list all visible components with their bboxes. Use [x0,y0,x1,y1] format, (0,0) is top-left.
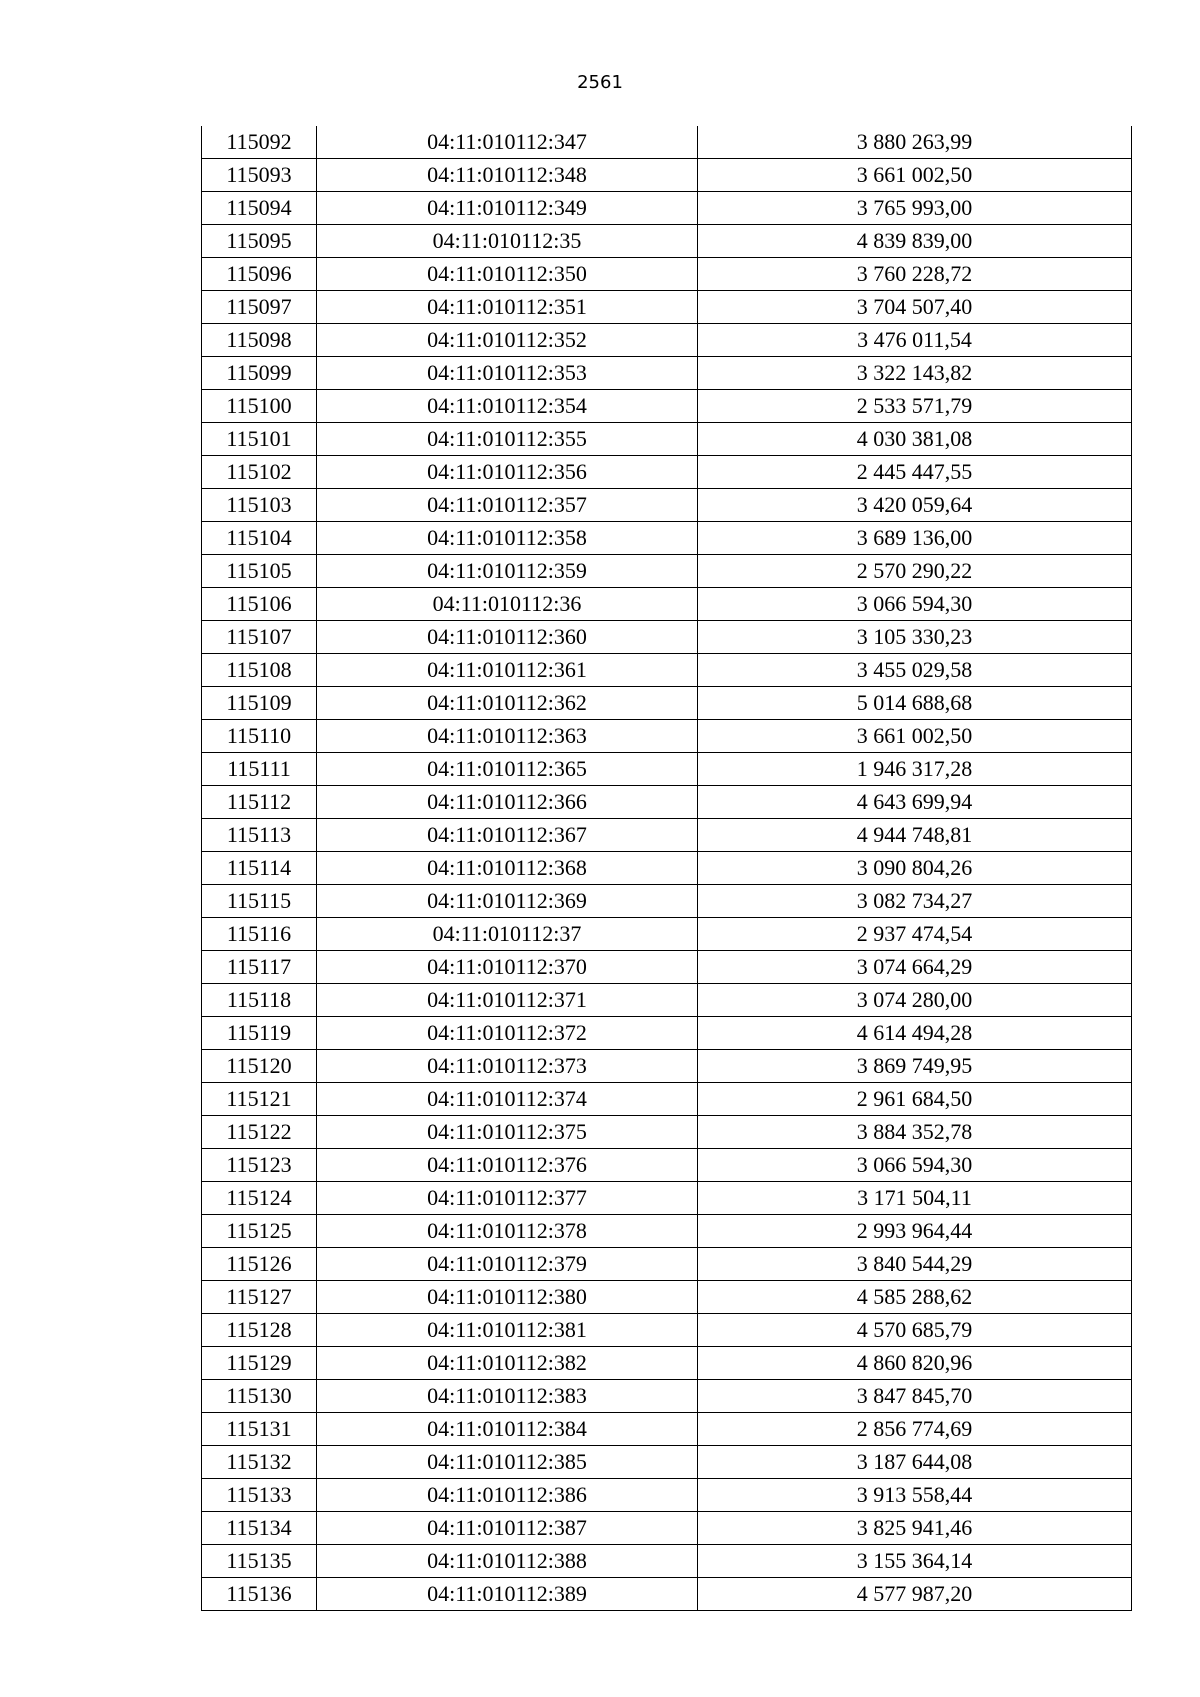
table-row [202,1479,1132,1512]
table-row [202,852,1132,885]
table-row [202,1512,1132,1545]
row-number-cell: 115096 [202,258,317,291]
cadastral-number-cell: 04:11:010112:378 [317,1215,698,1248]
cadastral-value-cell: 3 884 352,78 [698,1116,1132,1149]
cadastral-value-cell: 2 961 684,50 [698,1083,1132,1116]
row-number-cell: 115127 [202,1281,317,1314]
cadastral-value-cell: 3 420 059,64 [698,489,1132,522]
cadastral-number-cell: 04:11:010112:365 [317,753,698,786]
row-number-cell: 115125 [202,1215,317,1248]
cadastral-value-cell: 4 839 839,00 [698,225,1132,258]
cadastral-number-cell: 04:11:010112:362 [317,687,698,720]
table-row [202,489,1132,522]
row-number-cell: 115121 [202,1083,317,1116]
cadastral-value-cell: 2 533 571,79 [698,390,1132,423]
cadastral-value-cell: 2 993 964,44 [698,1215,1132,1248]
row-number-cell: 115104 [202,522,317,555]
row-number-cell: 115110 [202,720,317,753]
table-row [202,1116,1132,1149]
row-number-cell: 115109 [202,687,317,720]
table-row [202,918,1132,951]
cadastral-number-cell: 04:11:010112:349 [317,192,698,225]
cadastral-number-cell: 04:11:010112:385 [317,1446,698,1479]
row-number-cell: 115123 [202,1149,317,1182]
cadastral-value-table [201,126,1132,1611]
table-row [202,1314,1132,1347]
cadastral-value-cell: 3 171 504,11 [698,1182,1132,1215]
cadastral-value-cell: 3 074 664,29 [698,951,1132,984]
table-row [202,819,1132,852]
cadastral-value-cell: 3 066 594,30 [698,1149,1132,1182]
cadastral-value-cell: 2 445 447,55 [698,456,1132,489]
row-number-cell: 115120 [202,1050,317,1083]
cadastral-value-cell: 3 074 280,00 [698,984,1132,1017]
cadastral-number-cell: 04:11:010112:35 [317,225,698,258]
row-number-cell: 115106 [202,588,317,621]
table-row [202,225,1132,258]
row-number-cell: 115131 [202,1413,317,1446]
row-number-cell: 115111 [202,753,317,786]
row-number-cell: 115114 [202,852,317,885]
cadastral-value-cell: 3 661 002,50 [698,720,1132,753]
row-number-cell: 115107 [202,621,317,654]
table-row [202,1347,1132,1380]
cadastral-value-cell: 3 704 507,40 [698,291,1132,324]
row-number-cell: 115134 [202,1512,317,1545]
table-row [202,1017,1132,1050]
table-row [202,1281,1132,1314]
cadastral-number-cell: 04:11:010112:357 [317,489,698,522]
row-number-cell: 115130 [202,1380,317,1413]
row-number-cell: 115115 [202,885,317,918]
table-row [202,159,1132,192]
cadastral-value-cell: 3 847 845,70 [698,1380,1132,1413]
cadastral-number-cell: 04:11:010112:370 [317,951,698,984]
table-row [202,753,1132,786]
cadastral-value-cell: 3 913 558,44 [698,1479,1132,1512]
cadastral-value-cell: 4 570 685,79 [698,1314,1132,1347]
table-row [202,456,1132,489]
row-number-cell: 115113 [202,819,317,852]
cadastral-number-cell: 04:11:010112:373 [317,1050,698,1083]
cadastral-value-cell: 2 937 474,54 [698,918,1132,951]
cadastral-number-cell: 04:11:010112:366 [317,786,698,819]
table-row [202,1149,1132,1182]
cadastral-value-cell: 4 577 987,20 [698,1578,1132,1611]
cadastral-value-cell: 3 155 364,14 [698,1545,1132,1578]
cadastral-number-cell: 04:11:010112:351 [317,291,698,324]
table-row [202,291,1132,324]
cadastral-number-cell: 04:11:010112:371 [317,984,698,1017]
cadastral-value-cell: 3 825 941,46 [698,1512,1132,1545]
table-row [202,654,1132,687]
table-row [202,621,1132,654]
cadastral-value-cell: 3 880 263,99 [698,126,1132,159]
cadastral-number-cell: 04:11:010112:379 [317,1248,698,1281]
cadastral-value-cell: 3 066 594,30 [698,588,1132,621]
cadastral-value-cell: 3 840 544,29 [698,1248,1132,1281]
row-number-cell: 115095 [202,225,317,258]
row-number-cell: 115094 [202,192,317,225]
row-number-cell: 115093 [202,159,317,192]
row-number-cell: 115132 [202,1446,317,1479]
cadastral-value-cell: 4 030 381,08 [698,423,1132,456]
table-row [202,984,1132,1017]
table-row [202,126,1132,159]
cadastral-number-cell: 04:11:010112:367 [317,819,698,852]
table-row [202,720,1132,753]
table-row [202,786,1132,819]
row-number-cell: 115135 [202,1545,317,1578]
row-number-cell: 115108 [202,654,317,687]
cadastral-number-cell: 04:11:010112:363 [317,720,698,753]
cadastral-value-cell: 3 765 993,00 [698,192,1132,225]
cadastral-number-cell: 04:11:010112:388 [317,1545,698,1578]
cadastral-value-cell: 1 946 317,28 [698,753,1132,786]
table-row [202,324,1132,357]
cadastral-number-cell: 04:11:010112:377 [317,1182,698,1215]
table-body [202,126,1132,1611]
table-row [202,588,1132,621]
table-row [202,1182,1132,1215]
table-row [202,522,1132,555]
table-row [202,1050,1132,1083]
table-row [202,687,1132,720]
cadastral-number-cell: 04:11:010112:358 [317,522,698,555]
table-row [202,951,1132,984]
row-number-cell: 115102 [202,456,317,489]
row-number-cell: 115124 [202,1182,317,1215]
row-number-cell: 115128 [202,1314,317,1347]
row-number-cell: 115118 [202,984,317,1017]
cadastral-number-cell: 04:11:010112:348 [317,159,698,192]
cadastral-value-cell: 3 082 734,27 [698,885,1132,918]
cadastral-number-cell: 04:11:010112:372 [317,1017,698,1050]
row-number-cell: 115119 [202,1017,317,1050]
cadastral-value-cell: 4 585 288,62 [698,1281,1132,1314]
cadastral-value-cell: 3 689 136,00 [698,522,1132,555]
cadastral-value-cell: 4 860 820,96 [698,1347,1132,1380]
cadastral-value-cell: 2 570 290,22 [698,555,1132,588]
table-row [202,885,1132,918]
table-row [202,1380,1132,1413]
row-number-cell: 115105 [202,555,317,588]
table-row [202,1545,1132,1578]
table-row [202,1215,1132,1248]
cadastral-value-cell: 3 322 143,82 [698,357,1132,390]
cadastral-value-cell: 4 643 699,94 [698,786,1132,819]
cadastral-value-cell: 3 869 749,95 [698,1050,1132,1083]
cadastral-number-cell: 04:11:010112:352 [317,324,698,357]
cadastral-value-cell: 4 614 494,28 [698,1017,1132,1050]
table-row [202,423,1132,456]
cadastral-number-cell: 04:11:010112:389 [317,1578,698,1611]
row-number-cell: 115100 [202,390,317,423]
cadastral-number-cell: 04:11:010112:360 [317,621,698,654]
cadastral-number-cell: 04:11:010112:368 [317,852,698,885]
cadastral-number-cell: 04:11:010112:350 [317,258,698,291]
table-row [202,1578,1132,1611]
cadastral-value-cell: 3 090 804,26 [698,852,1132,885]
cadastral-number-cell: 04:11:010112:369 [317,885,698,918]
table-row [202,1248,1132,1281]
cadastral-value-cell: 5 014 688,68 [698,687,1132,720]
cadastral-number-cell: 04:11:010112:387 [317,1512,698,1545]
cadastral-number-cell: 04:11:010112:356 [317,456,698,489]
row-number-cell: 115116 [202,918,317,951]
row-number-cell: 115101 [202,423,317,456]
cadastral-number-cell: 04:11:010112:382 [317,1347,698,1380]
cadastral-number-cell: 04:11:010112:376 [317,1149,698,1182]
cadastral-number-cell: 04:11:010112:36 [317,588,698,621]
row-number-cell: 115122 [202,1116,317,1149]
row-number-cell: 115097 [202,291,317,324]
row-number-cell: 115112 [202,786,317,819]
table-row [202,1083,1132,1116]
table-row [202,357,1132,390]
row-number-cell: 115099 [202,357,317,390]
cadastral-number-cell: 04:11:010112:353 [317,357,698,390]
cadastral-value-cell: 3 661 002,50 [698,159,1132,192]
row-number-cell: 115098 [202,324,317,357]
cadastral-value-cell: 3 760 228,72 [698,258,1132,291]
cadastral-number-cell: 04:11:010112:374 [317,1083,698,1116]
table-row [202,390,1132,423]
cadastral-value-cell: 4 944 748,81 [698,819,1132,852]
cadastral-value-cell: 3 105 330,23 [698,621,1132,654]
cadastral-number-cell: 04:11:010112:361 [317,654,698,687]
cadastral-number-cell: 04:11:010112:383 [317,1380,698,1413]
cadastral-value-cell: 3 187 644,08 [698,1446,1132,1479]
table-row [202,1413,1132,1446]
table-row [202,192,1132,225]
row-number-cell: 115126 [202,1248,317,1281]
table-row [202,258,1132,291]
cadastral-number-cell: 04:11:010112:359 [317,555,698,588]
row-number-cell: 115136 [202,1578,317,1611]
cadastral-number-cell: 04:11:010112:375 [317,1116,698,1149]
cadastral-number-cell: 04:11:010112:354 [317,390,698,423]
page-number: 2561 [577,72,623,93]
cadastral-number-cell: 04:11:010112:384 [317,1413,698,1446]
cadastral-number-cell: 04:11:010112:381 [317,1314,698,1347]
cadastral-value-cell: 2 856 774,69 [698,1413,1132,1446]
cadastral-number-cell: 04:11:010112:380 [317,1281,698,1314]
cadastral-number-cell: 04:11:010112:355 [317,423,698,456]
row-number-cell: 115117 [202,951,317,984]
cadastral-value-cell: 3 455 029,58 [698,654,1132,687]
row-number-cell: 115133 [202,1479,317,1512]
cadastral-value-cell: 3 476 011,54 [698,324,1132,357]
table-row [202,555,1132,588]
row-number-cell: 115103 [202,489,317,522]
table-row [202,1446,1132,1479]
cadastral-number-cell: 04:11:010112:347 [317,126,698,159]
cadastral-number-cell: 04:11:010112:386 [317,1479,698,1512]
cadastral-number-cell: 04:11:010112:37 [317,918,698,951]
row-number-cell: 115129 [202,1347,317,1380]
row-number-cell: 115092 [202,126,317,159]
